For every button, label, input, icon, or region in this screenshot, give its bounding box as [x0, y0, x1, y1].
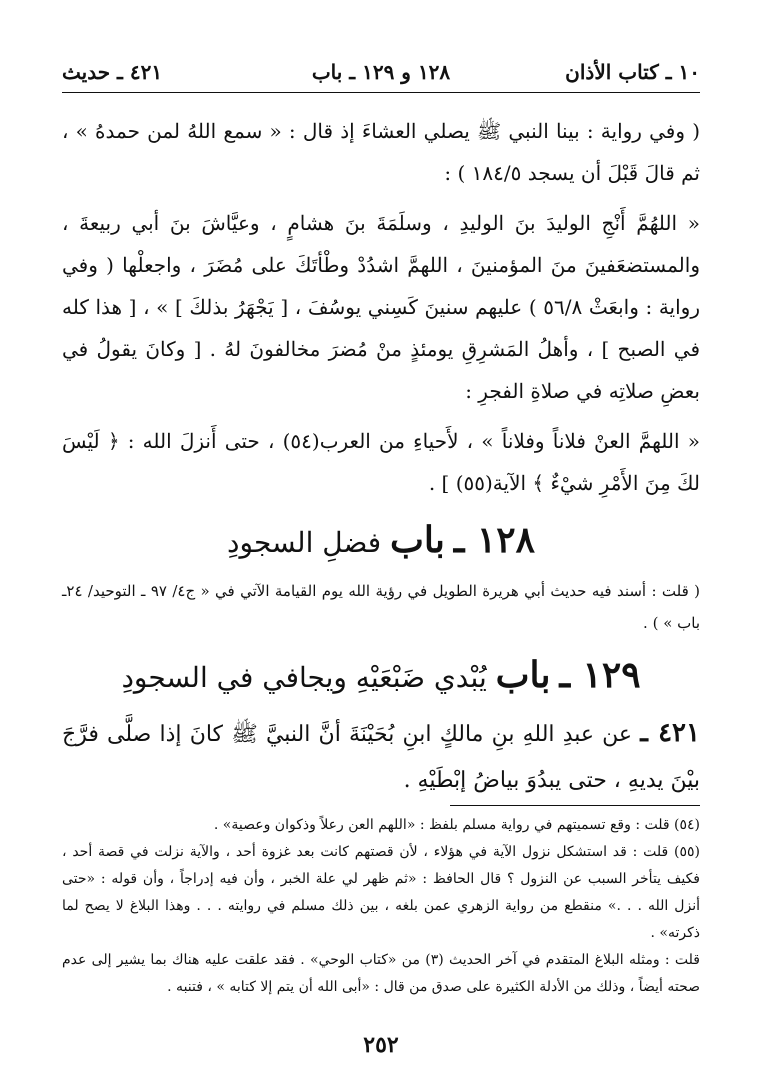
paragraph-dua: « اللهُمَّ أَنْجِ الوليدَ بنَ الوليدِ ، وسلَمَةَ بنَ هشامٍ ، وعيَّاشَ بنَ أبي ربيعةَ ، والمستضعَفينَ منَ المؤمنينَ ، اللهمَّ اشدُدْ وطْأتَكَ على مُضَرَ ، واجعلْها ( وفي رواية : وابعَثْ ٥٦/٨ ) عليهم سنينَ كَسِني يوسُفَ ، [ يَجْهَرُ بذلكَ ] » ، [ هذا كله في الصبح ] ، وأهلُ المَشرِقِ يومئذٍ منْ مُضرَ مخالفونَ لهُ . [ وكانَ يقولُ في بعضِ صلاتِه في صلاةِ الفجرِ : — [62, 211, 701, 403]
hadith-421 — [62, 710, 700, 804]
footnotes — [62, 812, 700, 1001]
hadith-421-text: عن عبدِ اللهِ بنِ مالكٍ ابنِ بُحَيْنَةَ أنَّ النبيَّ ﷺ كانَ إذا صلَّى فرَّجَ بيْنَ يديهِ ، حتى يبدُوَ بياضُ إبْطَيْهِ . — [62, 722, 700, 793]
page-body — [62, 110, 700, 804]
header-babs: ١٢٨ و ١٢٩ ـ باب — [311, 60, 451, 84]
header-chapter: ١٠ ـ كتاب الأذان — [565, 60, 700, 84]
footnote-55: (٥٥) قلت : قد استشكل نزول الآية في هؤلاء ، لأن قصتهم كانت بعد غزوة أحد ، والآية نزلت في قصة أحد ، فكيف يتأخر السبب عن النزول ؟ قال الحافظ : «ثم ظهر لي علة الخبر ، وأن فيه إدراجاً ، وأن قوله : «حتى أنزل الله . . .» منقطع من رواية الزهري عمن بلغه ، بين ذلك مسلم في روايته . . . وهذا البلاغ لا يصح لما ذكرته» . — [62, 844, 700, 941]
bab-128-note: ( قلت : أسند فيه حديث أبي هريرة الطويل في رؤية الله يوم القيامة الآتي في « ج٤/ ٩٧ ـ التوحيد/ ٢٤ـ باب » ) . — [62, 582, 700, 632]
header-hadith: ٤٢١ ـ حديث — [62, 60, 163, 84]
footnote-55-continued: قلت : ومثله البلاغ المتقدم في آخر الحديث (٣) من «كتاب الوحي» . فقد علقت عليه هناك بما يشير إلى عدم صحته أيضاً ، وذلك من الأدلة الكثيرة على صدق من قال : «أبى الله أن يتم إلا كتابه » ، فتنبه . — [62, 952, 701, 995]
running-header — [62, 52, 700, 93]
bab-129-title: يُبْدي ضَبْعَيْهِ ويجافي في السجودِ — [121, 661, 487, 694]
hadith-421-number: ٤٢١ ـ — [640, 718, 700, 748]
bab-129-word: باب — [495, 654, 551, 696]
bab-128-number: ١٢٨ ـ — [453, 519, 535, 561]
bab-128-heading — [62, 518, 700, 565]
bab-128-word: باب — [390, 519, 445, 561]
paragraph-curse: « اللهمَّ العنْ فلاناً وفلاناً » ، لأَحياءِ من العرب(٥٤) ، حتى أَنزلَ الله : ﴿ لَيْسَ لكَ مِنَ الأَمْرِ شيْءٌ ﴾ الآية(٥٥) ] . — [62, 429, 700, 495]
page-number: ٢٥٢ — [363, 1032, 399, 1058]
paragraph-riwaya: ( وفي رواية : بينا النبي ﷺ يصلي العشاءَ إذ قال : « سمع اللهُ لمن حمدهُ » ، ثم قالَ قَبْلَ أن يسجد ١٨٤/٥ ) : — [62, 119, 700, 185]
bab-129-heading — [62, 653, 700, 700]
bab-128-title: فضلِ السجودِ — [227, 526, 382, 559]
footnote-54: (٥٤) قلت : وقع تسميتهم في رواية مسلم بلفظ : «اللهم العن رعلاً وذكوان وعصية» . — [213, 817, 700, 833]
bab-129-number: ١٢٩ ـ — [559, 654, 641, 696]
footnote-divider — [450, 805, 700, 806]
